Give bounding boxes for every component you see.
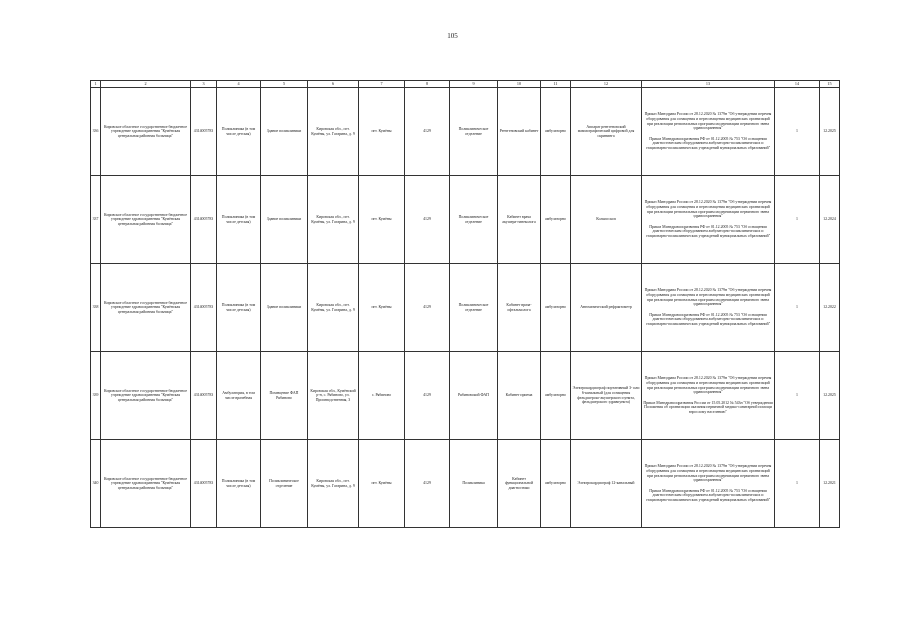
legal-basis-order-2: Приказ Минздравсоцразвития РФ от 01.12.2005 № 753 "Об оснащении диагностическим оборудованием амбулаторно-поликлинических и стационарно-поликлинических учреждений муниципальных образований" (645, 488, 771, 502)
code: 4129 (405, 176, 450, 264)
row-number: 340 (91, 440, 101, 528)
locality: пгт. Кумёны (359, 440, 405, 528)
address: Кировская обл., пгт. Кумёны, ул. Гагарина, д. 9 (308, 176, 359, 264)
column-header: 10 (498, 81, 541, 88)
room: Кабинет врача акушера-гинеколога (498, 176, 541, 264)
address: Кировская обл., пгт. Кумёны, ул. Гагарина, д. 9 (308, 440, 359, 528)
locality: пгт. Кумёны (359, 88, 405, 176)
page-number: 105 (447, 32, 458, 40)
building: Здание поликлиники (261, 264, 308, 352)
column-header: 15 (820, 81, 840, 88)
column-header: 1 (91, 81, 101, 88)
column-header: 3 (191, 81, 217, 88)
room: Кабинет приема (498, 352, 541, 440)
address: Кировская обл., пгт. Кумёны, ул. Гагарина, д. 9 (308, 264, 359, 352)
code: 4129 (405, 352, 450, 440)
building: Здание поликлиники (261, 176, 308, 264)
column-header: 13 (642, 81, 775, 88)
table-row (91, 264, 840, 352)
building: Поликлиническое отделение (261, 440, 308, 528)
department: Поликлиника (450, 440, 498, 528)
column-header: 6 (308, 81, 359, 88)
row-number: 339 (91, 352, 101, 440)
legal-basis-order-1: Приказ Минздрава России от 28.12.2020 № 1379н "Об утверждении перечня оборудования для оснащения и переоснащения медицинских организаций при реализации региональных программ модернизации первичного звена здравоохранения" (644, 112, 772, 131)
locality: с. Рябиново (359, 352, 405, 440)
legal-basis-order-1: Приказ Минздрава России от 28.12.2020 № 1379н "Об утверждении перечня оборудования для оснащения и переоснащения медицинских организаций при реализации региональных программ модернизации первичного звена здравоохранения" (644, 200, 772, 219)
department: Рябиновский ФАП (450, 352, 498, 440)
inn-code: 4314005783 (191, 88, 217, 176)
quantity: 1 (775, 264, 820, 352)
table-row (91, 176, 840, 264)
column-header: 11 (541, 81, 571, 88)
row-number: 337 (91, 176, 101, 264)
quantity: 1 (775, 176, 820, 264)
inn-code: 4314005783 (191, 440, 217, 528)
row-number: 336 (91, 88, 101, 176)
equipment: Кольпоскоп (571, 176, 642, 264)
facility-type: Поликлиника (в том числе детская) (217, 88, 261, 176)
quantity: 1 (775, 88, 820, 176)
column-header: 2 (101, 81, 191, 88)
delivery-date: 12.2025 (820, 88, 840, 176)
column-header: 9 (450, 81, 498, 88)
equipment: Электрокардиограф портативный 3- или 6-канальный (для оснащения фельдшерско-акушерского пункта, фельдшерского здравпункта) (571, 352, 642, 440)
department: Поликлиническое отделение (450, 176, 498, 264)
legal-basis-order-1: Приказ Минздрава России от 28.12.2020 № 1379н "Об утверждении перечня оборудования для оснащения и переоснащения медицинских организаций при реализации региональных программ модернизации первичного звена здравоохранения" (644, 288, 772, 307)
legal-basis-order-2: Приказ Минздравсоцразвития РФ от 01.12.2005 № 753 "Об оснащении диагностическим оборудованием амбулаторно-поликлинических и стационарно-поликлинических учреждений муниципальных образований" (645, 224, 771, 238)
legal-basis (642, 264, 775, 352)
locality: пгт. Кумёны (359, 264, 405, 352)
legal-basis (642, 176, 775, 264)
equipment: Автоматический рефрактометр (571, 264, 642, 352)
equipment: Электрокардиограф 12-канальный (571, 440, 642, 528)
row-number: 338 (91, 264, 101, 352)
department: Поликлиническое отделение (450, 264, 498, 352)
care-mode: амбулаторно (541, 88, 571, 176)
legal-basis-order-2: Приказ Минздравсоцразвития РФ от 01.12.2005 № 753 "Об оснащении диагностическим оборудованием амбулаторно-поликлинических и стационарно-поликлинических учреждений муниципальных образований" (645, 136, 771, 150)
legal-basis (642, 352, 775, 440)
department: Поликлиническое отделение (450, 88, 498, 176)
room: Кабинет функциональной диагностики (498, 440, 541, 528)
facility-type: Поликлиника (в том числе детская) (217, 264, 261, 352)
inn-code: 4314005783 (191, 352, 217, 440)
delivery-date: 12.2021 (820, 440, 840, 528)
room: Рентгеновский кабинет (498, 88, 541, 176)
facility-type: Амбулатория, в том числе врачебная (217, 352, 261, 440)
table-row (91, 88, 840, 176)
column-header: 4 (217, 81, 261, 88)
address: Кировская обл., пгт. Кумёны, ул. Гагарина, д. 9 (308, 88, 359, 176)
quantity: 1 (775, 352, 820, 440)
legal-basis-order-1: Приказ Минздрава России от 28.12.2020 № 1379н "Об утверждении перечня оборудования для оснащения и переоснащения медицинских организаций при реализации региональных программ модернизации первичного звена здравоохранения" (644, 376, 772, 395)
table-row (91, 352, 840, 440)
care-mode: амбулаторно (541, 176, 571, 264)
organization-name: Кировское областное государственное бюджетное учреждение здравоохранения "Кумёнская центральная районная больница" (101, 88, 191, 176)
locality: пгт. Кумёны (359, 176, 405, 264)
building: Здание поликлиники (261, 88, 308, 176)
legal-basis-order-1: Приказ Минздрава России от 28.12.2020 № 1379н "Об утверждении перечня оборудования для оснащения и переоснащения медицинских организаций при реализации региональных программ модернизации первичного звена здравоохранения" (644, 464, 772, 483)
care-mode: амбулаторно (541, 352, 571, 440)
legal-basis-order-2: Приказ Минздравсоцразвития РФ от 01.12.2005 № 753 "Об оснащении диагностическим оборудованием амбулаторно-поликлинических и стационарно-поликлинических учреждений муниципальных образований" (645, 312, 771, 326)
column-header: 14 (775, 81, 820, 88)
organization-name: Кировское областное государственное бюджетное учреждение здравоохранения "Кумёнская центральная районная больница" (101, 440, 191, 528)
code: 4129 (405, 440, 450, 528)
address: Кировская обл., Кумёнский р-н, с. Рябиново, ул. Производственная, 3 (308, 352, 359, 440)
legal-basis (642, 440, 775, 528)
column-header: 12 (571, 81, 642, 88)
room: Кабинет врача-офтальмолога (498, 264, 541, 352)
delivery-date: 12.2024 (820, 176, 840, 264)
facility-type: Поликлиника (в том числе детская) (217, 176, 261, 264)
quantity: 1 (775, 440, 820, 528)
equipment: Аппарат рентгеновский маммографический цифровой для скрининга (571, 88, 642, 176)
delivery-date: 12.2025 (820, 352, 840, 440)
table-row (91, 440, 840, 528)
legal-basis-order-2: Приказ Минздравсоцразвития России от 15.05.2012 № 543н "Об утверждении Положения об организации оказания первичной медико-санитарной помощи взрослому населению" (643, 400, 773, 414)
care-mode: амбулаторно (541, 440, 571, 528)
column-header: 8 (405, 81, 450, 88)
inn-code: 4314005783 (191, 264, 217, 352)
organization-name: Кировское областное государственное бюджетное учреждение здравоохранения "Кумёнская центральная районная больница" (101, 352, 191, 440)
care-mode: амбулаторно (541, 264, 571, 352)
equipment-registry-table (90, 80, 840, 528)
organization-name: Кировское областное государственное бюджетное учреждение здравоохранения "Кумёнская центральная районная больница" (101, 264, 191, 352)
header-row (91, 81, 840, 88)
column-header: 5 (261, 81, 308, 88)
facility-type: Поликлиника (в том числе детская) (217, 440, 261, 528)
inn-code: 4314005783 (191, 176, 217, 264)
code: 4129 (405, 88, 450, 176)
organization-name: Кировское областное государственное бюджетное учреждение здравоохранения "Кумёнская центральная районная больница" (101, 176, 191, 264)
code: 4129 (405, 264, 450, 352)
building: Помещение ФАП Рябиново (261, 352, 308, 440)
legal-basis (642, 88, 775, 176)
column-header: 7 (359, 81, 405, 88)
delivery-date: 12.2022 (820, 264, 840, 352)
